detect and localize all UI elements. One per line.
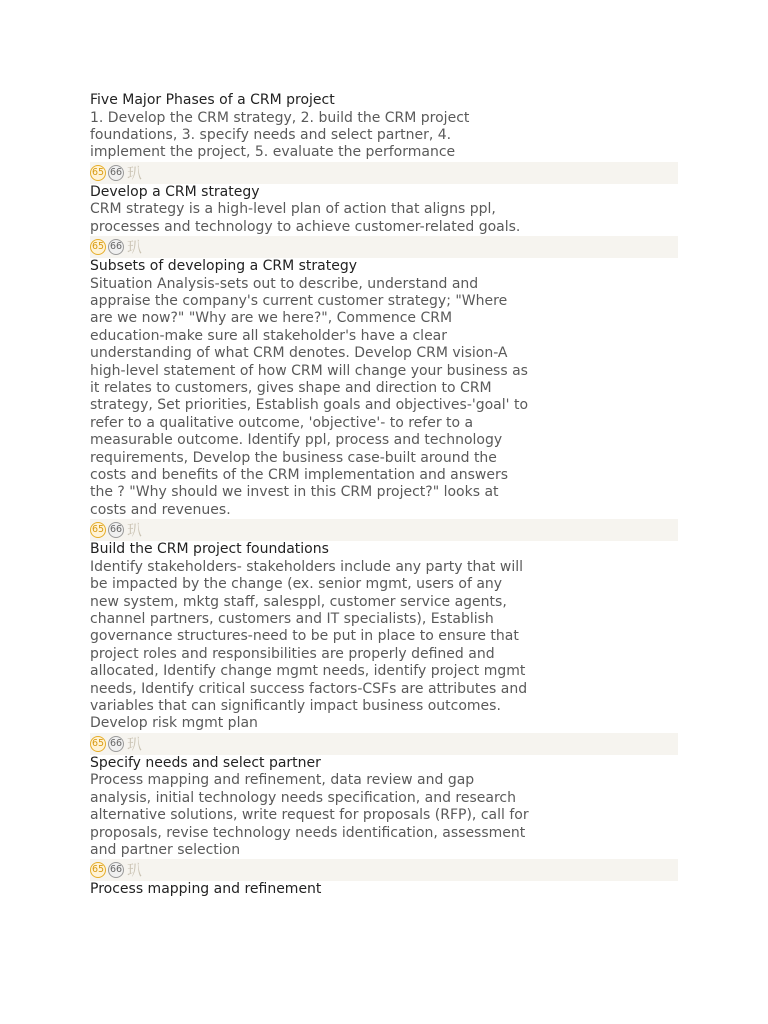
circled-number-icon[interactable]: 66 <box>108 862 124 878</box>
circled-number-icon[interactable]: 65 <box>90 239 106 255</box>
circled-number-icon[interactable]: 66 <box>108 165 124 181</box>
glyph-icon[interactable]: 玐 <box>127 734 143 753</box>
card-term: Five Major Phases of a CRM project <box>90 92 335 108</box>
flashcard <box>90 184 678 236</box>
card-definition: Identify stakeholders- stakeholders include any party that will be impacted by the change (ex. senior mgmt, users of any new system, mktg staff, salesppl, customer service agents, channel partners, customers and IT specialists), Establish governance structures-need to be put in place to ensure that project roles and responsibilities are properly defined and allocated, Identify change mgmt needs, identify project mgmt needs, Identify critical success factors-CSFs are attributes and variables that can significantly impact business outcomes. Develop risk mgmt plan <box>90 558 528 732</box>
circled-number-icon[interactable]: 66 <box>108 239 124 255</box>
card-toolbar <box>90 733 678 755</box>
circled-number-icon[interactable]: 65 <box>90 522 106 538</box>
circled-number-icon[interactable]: 65 <box>90 165 106 181</box>
circled-number-icon[interactable]: 65 <box>90 862 106 878</box>
card-term: Specify needs and select partner <box>90 754 321 771</box>
card-term: Subsets of developing a CRM strategy <box>90 258 358 275</box>
card-term: Process mapping and refinement <box>90 881 322 898</box>
card-term: Build the CRM project foundations <box>90 541 329 558</box>
flashcard <box>90 92 678 162</box>
card-definition: Process mapping and refinement, data review and gap analysis, initial technology needs specification, and research alternative solutions, write request for proposals (RFP), call for proposals, revise technology needs identification, assessment and partner selection <box>90 772 529 858</box>
circled-number-icon[interactable]: 65 <box>90 736 106 752</box>
glyph-icon[interactable]: 玐 <box>127 163 143 182</box>
flashcard <box>90 881 678 899</box>
card-toolbar <box>90 859 678 881</box>
flashcard <box>90 258 678 519</box>
flashcard <box>90 755 678 860</box>
glyph-icon[interactable]: 玐 <box>127 521 143 540</box>
card-term: Develop a CRM strategy <box>90 183 260 200</box>
flashcard <box>90 541 678 733</box>
card-definition: CRM strategy is a high-level plan of action that aligns ppl, processes and technology to achieve customer-related goals. <box>90 201 521 235</box>
card-definition: Situation Analysis-sets out to describe, understand and appraise the company's current customer strategy; "Where are we now?" "Why are we here?", Commence CRM education-make sure all stakeholder's have a clear understanding of what CRM denotes. Develop CRM vision-A high-level statement of how CRM will change your business as it relates to customers, gives shape and direction to CRM strategy, Set priorities, Establish goals and objectives-'goal' to refer to a qualitative outcome, 'objective'- to refer to a measurable outcome. Identify ppl, process and technology requirements, Develop the business case-built around the costs and benefits of the CRM implementation and answers the ? "Why should we invest in this CRM project?" looks at costs and revenues. <box>90 275 529 518</box>
card-toolbar <box>90 236 678 258</box>
card-toolbar <box>90 519 678 541</box>
glyph-icon[interactable]: 玐 <box>127 238 143 257</box>
glyph-icon[interactable]: 玐 <box>127 861 143 880</box>
circled-number-icon[interactable]: 66 <box>108 736 124 752</box>
card-toolbar <box>90 162 678 184</box>
circled-number-icon[interactable]: 66 <box>108 522 124 538</box>
card-definition: 1. Develop the CRM strategy, 2. build the CRM project foundations, 3. specify needs and select partner, 4. implement the project, 5. evaluate the performance <box>90 109 470 161</box>
flashcard-list <box>90 92 678 899</box>
